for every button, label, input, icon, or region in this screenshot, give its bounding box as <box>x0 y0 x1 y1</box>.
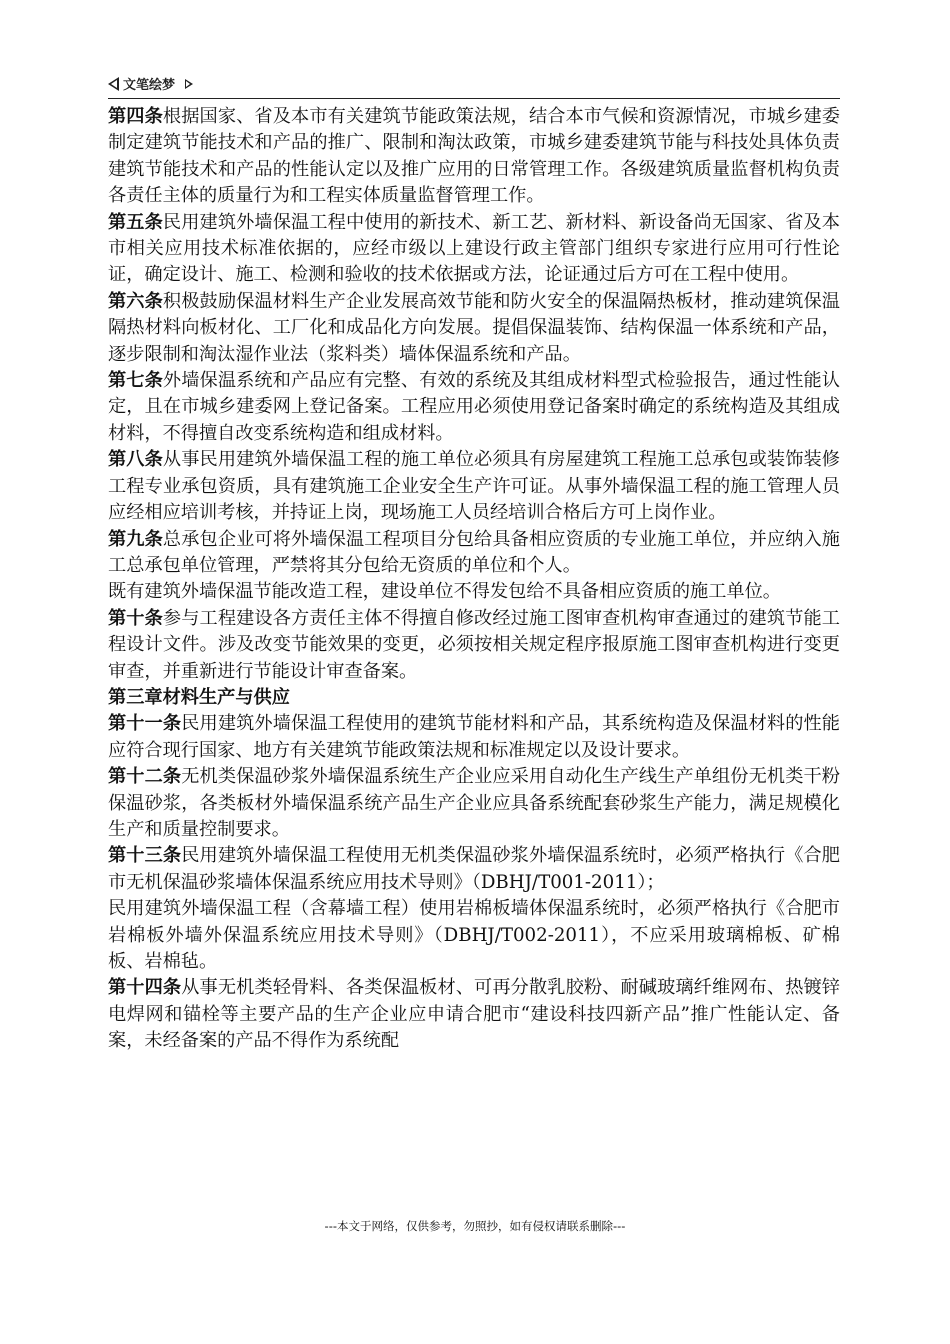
article-label: 第十四条 <box>108 977 182 999</box>
page-header <box>108 72 840 99</box>
article-text: 积极鼓励保温材料生产企业发展高效节能和防火安全的保温隔热板材，推动建筑保温隔热材料向板材化、工厂化和成品化方向发展。提倡保温装饰、结构保温一体系统和产品，逐步限制和淘汰湿作业法（浆料类）墙体保温系统和产品。 <box>108 290 840 365</box>
brand-name: 文笔绘梦 <box>123 78 176 93</box>
article-label: 第八条 <box>108 449 163 471</box>
article-label: 第六条 <box>108 290 163 312</box>
article-label: 第七条 <box>108 370 163 392</box>
article-label: 第十一条 <box>108 713 182 735</box>
article-4 <box>108 104 840 210</box>
article-13-continued: 民用建筑外墙保温工程（含幕墙工程）使用岩棉板墙体保温系统时，必须严格执行《合肥市岩棉板外墙外保温系统应用技术导则》（DBHJ/T002-2011），不应采用玻璃棉板、矿棉板、岩棉毡。 <box>108 898 840 972</box>
article-9 <box>108 527 840 580</box>
article-12 <box>108 764 840 843</box>
article-label: 第九条 <box>108 528 163 550</box>
article-text: 外墙保温系统和产品应有完整、有效的系统及其组成材料型式检验报告，通过性能认定，且在市城乡建委网上登记备案。工程应用必须使用登记备案时确定的系统构造及其组成材料，不得擅自改变系统构造和组成材料。 <box>108 370 840 444</box>
article-text: 民用建筑外墙保温工程使用无机类保温砂浆外墙保温系统时，必须严格执行《合肥市无机保温砂浆墙体保温系统应用技术导则》（DBHJ/T001-2011）； <box>108 845 840 893</box>
article-text: 参与工程建设各方责任主体不得擅自修改经过施工图审查机构审查通过的建筑节能工程设计文件。涉及改变节能效果的变更，必须按相关规定程序报原施工图审查机构进行变更审查，并重新进行节能设计审查备案。 <box>108 607 840 682</box>
article-8 <box>108 447 840 526</box>
triangle-right-icon <box>185 79 193 89</box>
article-text: 根据国家、省及本市有关建筑节能政策法规，结合本市气候和资源情况，市城乡建委制定建筑节能技术和产品的推广、限制和淘汰政策，市城乡建委建筑节能与科技处具体负责建筑节能技术和产品的性能认定以及推广应用的日常管理工作。各级建筑质量监督机构负责各责任主体的质量行为和工程实体质量监督管理工作。 <box>108 106 840 207</box>
article-text: 从事无机类轻骨料、各类保温板材、可再分散乳胶粉、耐碱玻璃纤维网布、热镀锌电焊网和锚栓等主要产品的生产企业应申请合肥市“建设科技四新产品”推广性能认定、备案，未经备案的产品不得作为系统配 <box>108 977 840 1052</box>
article-10 <box>108 606 840 685</box>
article-text: 无机类保温砂浆外墙保温系统生产企业应采用自动化生产线生产单组份无机类干粉保温砂浆，各类板材外墙保温系统产品生产企业应具备系统配套砂浆生产能力，满足规模化生产和质量控制要求。 <box>108 766 840 840</box>
page-footer: ---本文于网络，仅供参考，勿照抄，如有侵权请联系删除--- <box>324 1219 626 1233</box>
triangle-left-icon <box>108 77 119 91</box>
header-brand <box>108 74 193 93</box>
article-13 <box>108 843 840 896</box>
article-label: 第五条 <box>108 211 163 233</box>
document-body <box>108 104 840 1055</box>
article-text: 民用建筑外墙保温工程中使用的新技术、新工艺、新材料、新设备尚无国家、省及本市相关应用技术标准依据的，应经市级以上建设行政主管部门组织专家进行应用可行性论证，确定设计、施工、检测和验收的技术依据或方法，论证通过后方可在工程中使用。 <box>108 211 840 286</box>
article-5 <box>108 210 840 289</box>
article-14 <box>108 975 840 1054</box>
article-11 <box>108 711 840 764</box>
article-label: 第十三条 <box>108 845 182 867</box>
article-6 <box>108 289 840 368</box>
article-label: 第十条 <box>108 607 163 629</box>
article-text: 总承包企业可将外墙保温工程项目分包给具备相应资质的专业施工单位，并应纳入施工总承包单位管理，严禁将其分包给无资质的单位和个人。 <box>108 528 840 576</box>
article-text: 从事民用建筑外墙保温工程的施工单位必须具有房屋建筑工程施工总承包或装饰装修工程专业承包资质，具有建筑施工企业安全生产许可证。从事外墙保温工程的施工管理人员应经相应培训考核，并持证上岗，现场施工人员经培训合格后方可上岗作业。 <box>108 449 840 524</box>
chapter-heading: 第三章材料生产与供应 <box>108 686 290 708</box>
article-label: 第十二条 <box>108 766 182 788</box>
article-7 <box>108 368 840 447</box>
article-9-continued: 既有建筑外墙保温节能改造工程，建设单位不得发包给不具备相应资质的施工单位。 <box>108 581 781 603</box>
article-text: 民用建筑外墙保温工程使用的建筑节能材料和产品，其系统构造及保温材料的性能应符合现行国家、地方有关建筑节能政策法规和标准规定以及设计要求。 <box>108 713 840 761</box>
article-label: 第四条 <box>108 106 163 127</box>
